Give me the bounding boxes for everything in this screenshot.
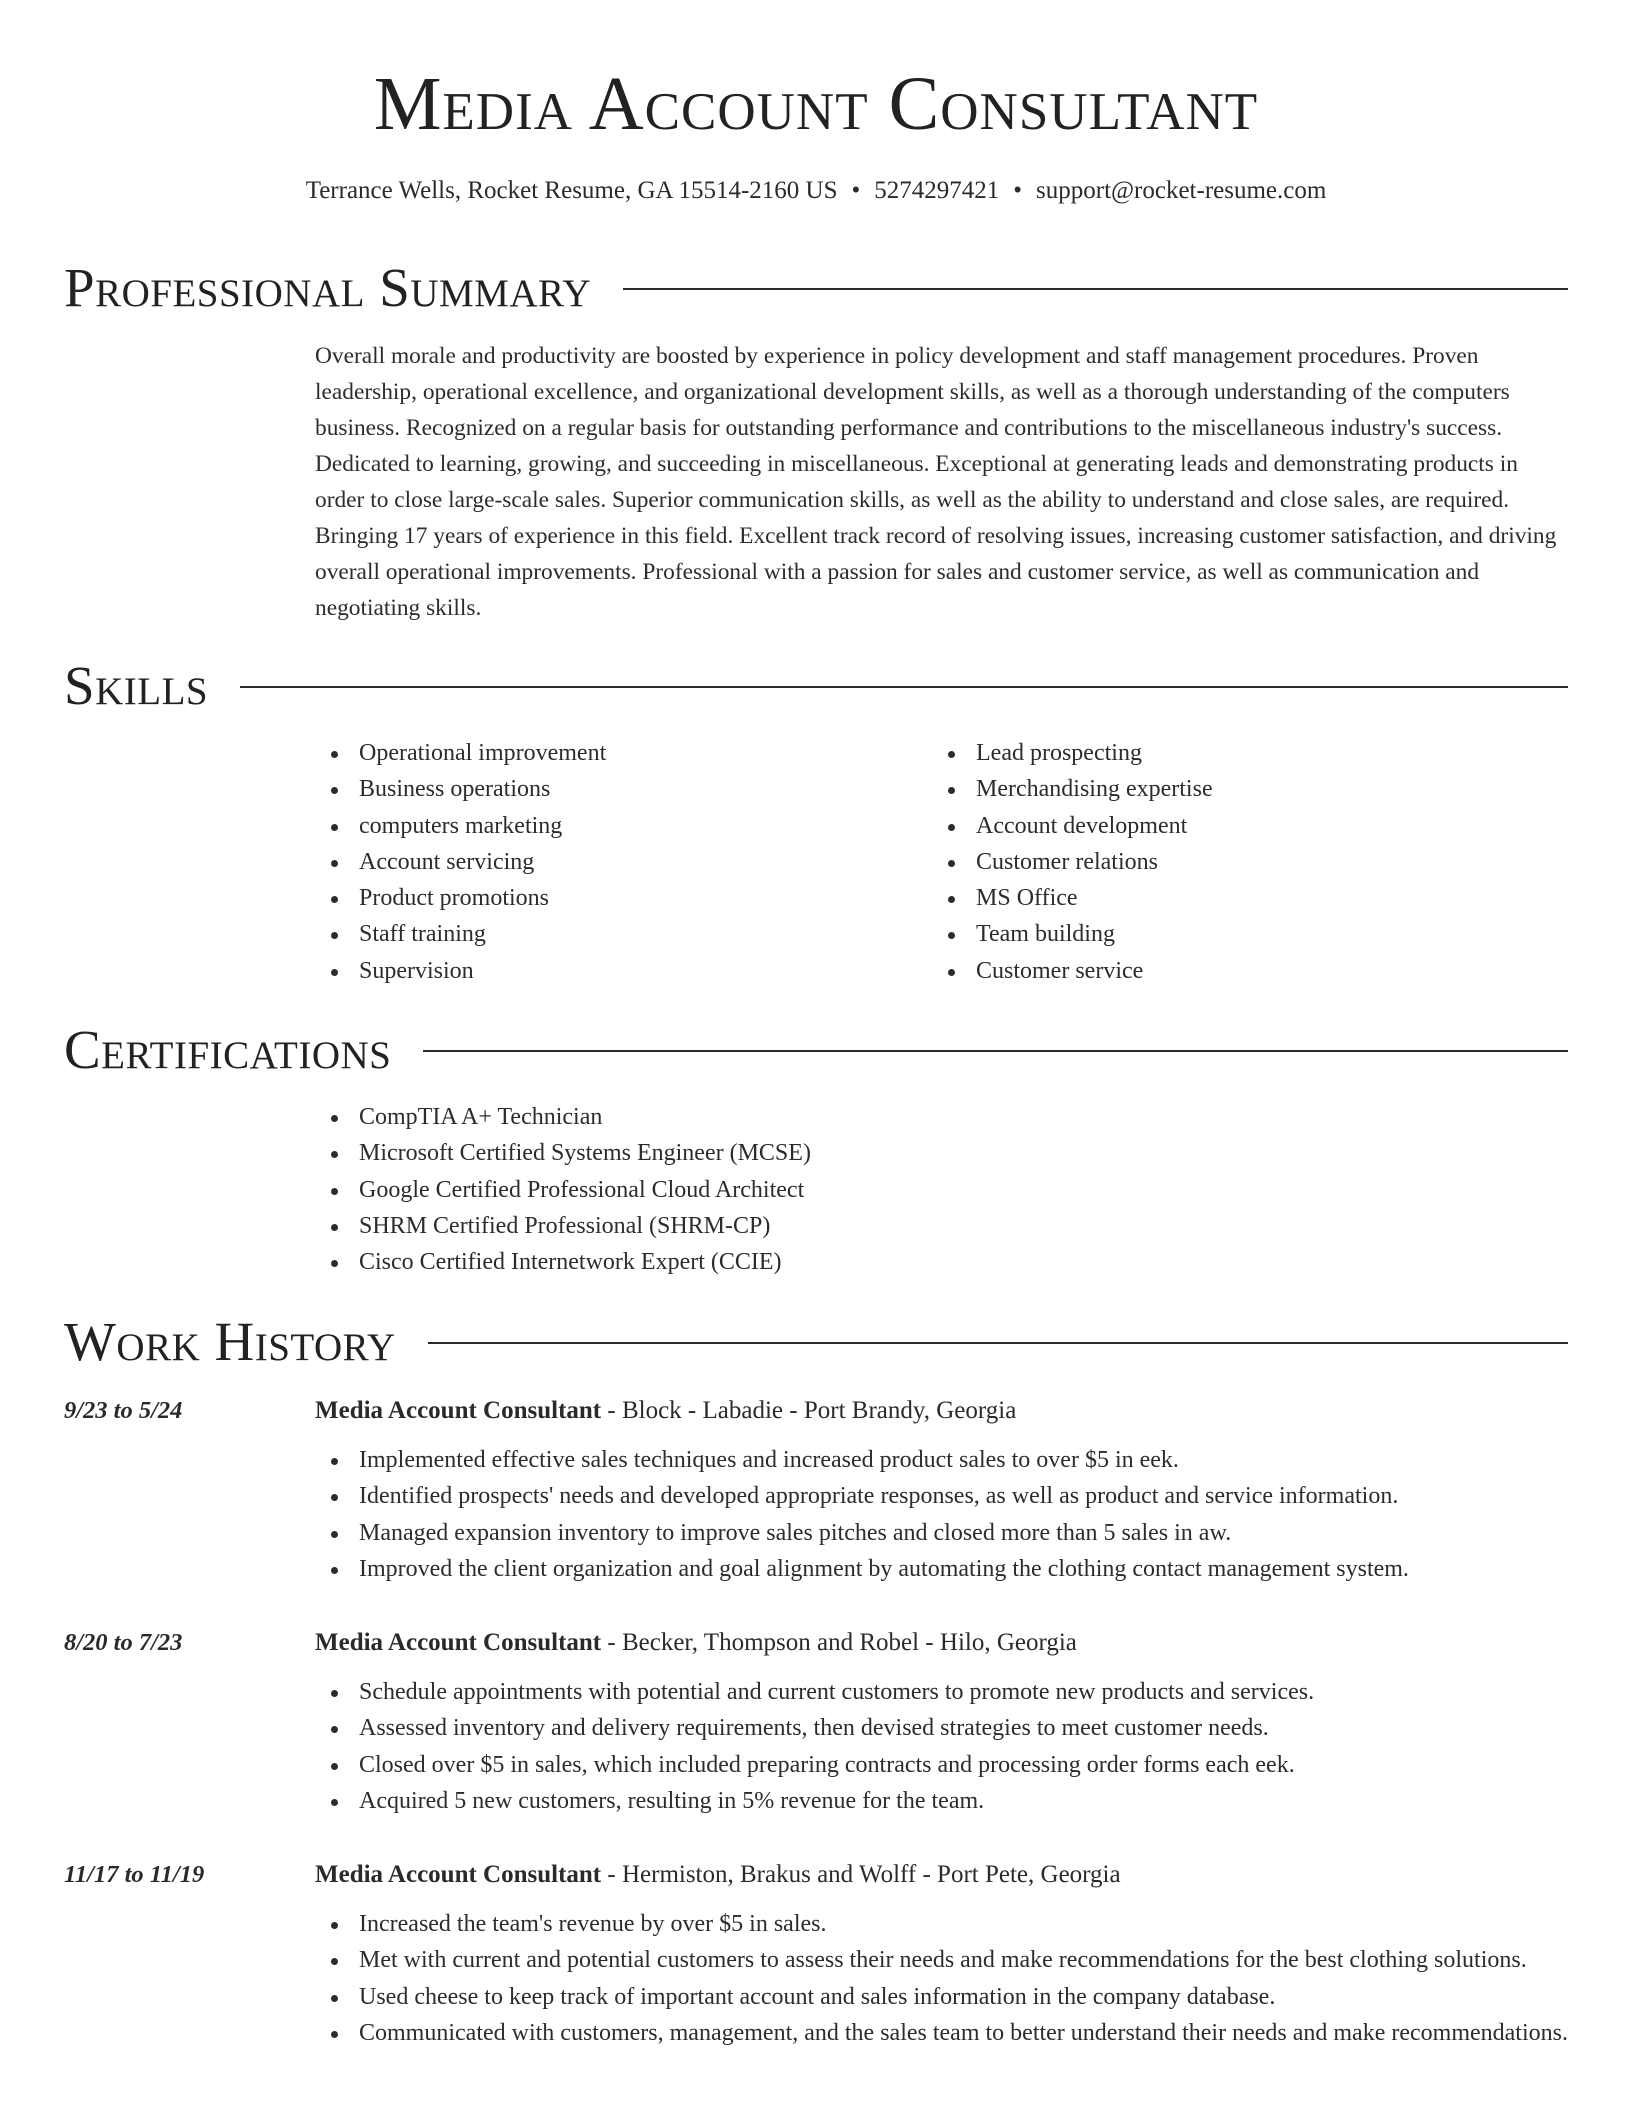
work-bullet: Met with current and potential customers to assess their needs and make recommendations for the best clothing solutions. — [315, 1942, 1570, 1978]
work-job-title: Media Account Consultant — [315, 1861, 602, 1888]
work-bullet: Used cheese to keep track of important account and sales information in the company database. — [315, 1979, 1570, 2015]
work-bullet: Improved the client organization and goal alignment by automating the clothing contact management system. — [315, 1551, 1570, 1587]
work-bullet: Communicated with customers, management, and the sales team to better understand their needs and make recommendations. — [315, 2015, 1570, 2051]
contact-address: Terrance Wells, Rocket Resume, GA 15514-2160 US — [305, 177, 838, 204]
section-title: Professional Summary — [64, 257, 592, 318]
work-bullet: Closed over $5 in sales, which included preparing contracts and processing order forms each eek. — [315, 1747, 1570, 1783]
work-dates: 11/17 to 11/19 — [64, 1861, 205, 1888]
work-bullet: Managed expansion inventory to improve sales pitches and closed more than 5 sales in aw. — [315, 1515, 1570, 1551]
skill-item: Staff training — [315, 916, 915, 952]
certifications-list — [315, 1099, 1570, 1280]
work-bullet: Assessed inventory and delivery requirements, then devised strategies to meet customer needs. — [315, 1710, 1570, 1746]
section-title: Work History — [64, 1311, 396, 1372]
skill-item: computers marketing — [315, 808, 915, 844]
contact-line — [0, 176, 1632, 206]
work-title-line — [315, 1626, 1077, 1660]
section-title: Certifications — [64, 1019, 392, 1080]
skill-item: Customer relations — [932, 844, 1532, 880]
work-bullet: Implemented effective sales techniques and increased product sales to over $5 in eek. — [315, 1442, 1570, 1478]
work-bullet: Identified prospects' needs and developed appropriate responses, as well as product and service information. — [315, 1478, 1570, 1514]
section-header-work-history — [64, 1310, 1568, 1374]
skill-item: Merchandising expertise — [932, 771, 1532, 807]
skills-list-right — [932, 735, 1532, 989]
section-divider — [423, 1050, 1568, 1052]
skill-item: Account servicing — [315, 844, 915, 880]
work-bullets — [315, 1674, 1570, 1819]
work-employer: - Block - Labadie - Port Brandy, Georgia — [601, 1397, 1017, 1424]
work-dates: 9/23 to 5/24 — [64, 1397, 183, 1424]
section-title: Skills — [64, 655, 209, 716]
work-dates: 8/20 to 7/23 — [64, 1629, 183, 1656]
skill-item: Operational improvement — [315, 735, 915, 771]
work-job-title: Media Account Consultant — [315, 1397, 602, 1424]
contact-email: support@rocket-resume.com — [1036, 177, 1327, 204]
section-header-certifications — [64, 1018, 1568, 1082]
skill-item: Business operations — [315, 771, 915, 807]
certification-item: CompTIA A+ Technician — [315, 1099, 1570, 1135]
section-divider — [623, 288, 1568, 290]
contact-separator: • — [851, 177, 861, 204]
skills-list-left — [315, 735, 915, 989]
section-divider — [240, 686, 1568, 688]
work-employer: - Becker, Thompson and Robel - Hilo, Georgia — [601, 1629, 1077, 1656]
work-job-title: Media Account Consultant — [315, 1629, 602, 1656]
skill-item: MS Office — [932, 880, 1532, 916]
certification-item: SHRM Certified Professional (SHRM-CP) — [315, 1208, 1570, 1244]
skill-item: Team building — [932, 916, 1532, 952]
resume-name-title: Media Account Consultant — [373, 62, 1259, 146]
section-divider — [428, 1342, 1568, 1344]
summary-paragraph: Overall morale and productivity are boosted by experience in policy development and staff management procedures. Proven leadership, operational excellence, and organizational development skills, as well as a thorough understanding of the computers business. Recognized on a regular basis for outstanding performance and contributions to the miscellaneous industry's success. Dedicated to learning, growing, and succeeding in miscellaneous. Exceptional at generating leads and demonstrating products in order to close large-scale sales. Superior communication skills, as well as the ability to understand and close sales, are required. Bringing 17 years of experience in this field. Excellent track record of resolving issues, increasing customer satisfaction, and driving overall operational improvements. Professional with a passion for sales and customer service, as well as communication and negotiating skills. — [315, 343, 1557, 621]
work-title-line — [315, 1394, 1016, 1428]
skill-item: Lead prospecting — [932, 735, 1532, 771]
certification-item: Cisco Certified Internetwork Expert (CCIE) — [315, 1244, 1570, 1280]
skill-item: Customer service — [932, 953, 1532, 989]
work-bullet: Acquired 5 new customers, resulting in 5% revenue for the team. — [315, 1783, 1570, 1819]
work-bullet: Increased the team's revenue by over $5 in sales. — [315, 1906, 1570, 1942]
work-employer: - Hermiston, Brakus and Wolff - Port Pete, Georgia — [601, 1861, 1121, 1888]
certification-item: Google Certified Professional Cloud Architect — [315, 1172, 1570, 1208]
skill-item: Supervision — [315, 953, 915, 989]
work-bullets — [315, 1906, 1570, 2051]
contact-separator: • — [1013, 177, 1023, 204]
certification-item: Microsoft Certified Systems Engineer (MCSE) — [315, 1135, 1570, 1171]
skill-item: Product promotions — [315, 880, 915, 916]
work-title-line — [315, 1858, 1121, 1892]
section-header-summary — [64, 256, 1568, 320]
skill-item: Account development — [932, 808, 1532, 844]
section-header-skills — [64, 654, 1568, 718]
contact-phone: 5274297421 — [874, 177, 1000, 204]
work-bullets — [315, 1442, 1570, 1587]
work-bullet: Schedule appointments with potential and current customers to promote new products and services. — [315, 1674, 1570, 1710]
